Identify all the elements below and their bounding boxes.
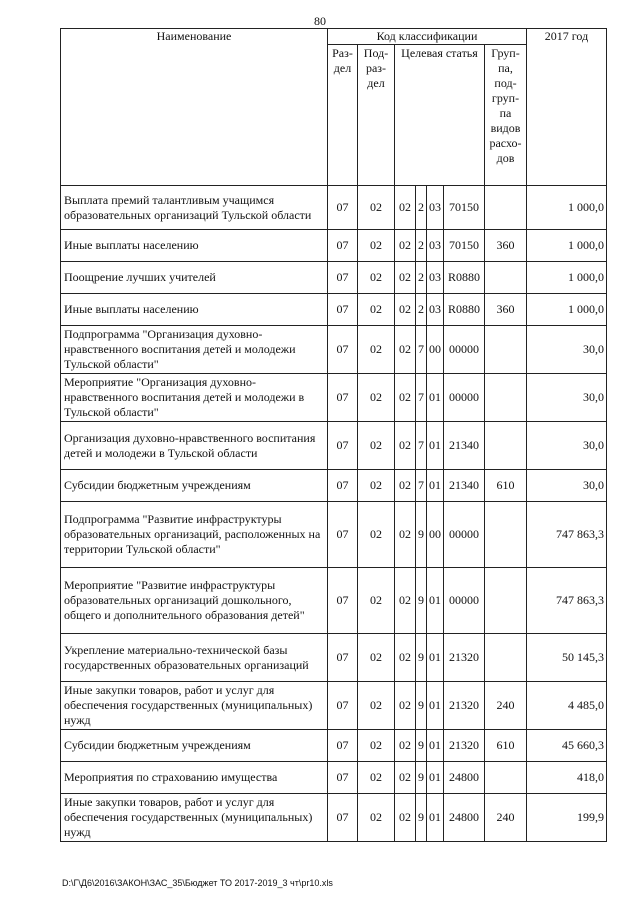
table-row bbox=[61, 730, 607, 762]
target-subprogram-cell: 9 bbox=[416, 794, 427, 842]
table-row bbox=[61, 502, 607, 568]
row-name: Мероприятия по страхованию имущества bbox=[61, 762, 328, 794]
header-year: 2017 год bbox=[527, 29, 607, 186]
target-direction-cell: 21320 bbox=[444, 682, 485, 730]
razdel-cell: 07 bbox=[328, 294, 358, 326]
podrazdel-cell: 02 bbox=[358, 568, 395, 634]
amount-cell: 747 863,3 bbox=[527, 568, 607, 634]
target-program-cell: 02 bbox=[395, 374, 416, 422]
target-direction-cell: 70150 bbox=[444, 230, 485, 262]
table-body bbox=[61, 186, 607, 842]
row-name: Организация духовно-нравственного воспитания детей и молодежи в Тульской области bbox=[61, 422, 328, 470]
amount-cell: 1 000,0 bbox=[527, 262, 607, 294]
table-row bbox=[61, 422, 607, 470]
amount-cell: 747 863,3 bbox=[527, 502, 607, 568]
table-row bbox=[61, 262, 607, 294]
row-name: Иные выплаты населению bbox=[61, 230, 328, 262]
row-name: Иные закупки товаров, работ и услуг для обеспечения государственных (муниципальных) нужд bbox=[61, 682, 328, 730]
target-event-cell: 01 bbox=[427, 682, 444, 730]
podrazdel-cell: 02 bbox=[358, 186, 395, 230]
amount-cell: 1 000,0 bbox=[527, 294, 607, 326]
group-cell bbox=[485, 262, 527, 294]
table-row bbox=[61, 326, 607, 374]
razdel-cell: 07 bbox=[328, 568, 358, 634]
row-name: Укрепление материально-технической базы государственных образовательных организаций bbox=[61, 634, 328, 682]
target-direction-cell: 00000 bbox=[444, 374, 485, 422]
header-razdel: Раз- дел bbox=[328, 45, 358, 186]
target-event-cell: 01 bbox=[427, 794, 444, 842]
target-event-cell: 01 bbox=[427, 568, 444, 634]
target-program-cell: 02 bbox=[395, 186, 416, 230]
target-program-cell: 02 bbox=[395, 470, 416, 502]
target-program-cell: 02 bbox=[395, 730, 416, 762]
page-number: 80 bbox=[314, 14, 326, 28]
table-row bbox=[61, 186, 607, 230]
target-subprogram-cell: 9 bbox=[416, 762, 427, 794]
target-direction-cell: 24800 bbox=[444, 762, 485, 794]
header-code: Код классификации bbox=[328, 29, 527, 45]
target-event-cell: 03 bbox=[427, 262, 444, 294]
target-program-cell: 02 bbox=[395, 294, 416, 326]
target-direction-cell: 00000 bbox=[444, 502, 485, 568]
row-name: Субсидии бюджетным учреждениям bbox=[61, 470, 328, 502]
razdel-cell: 07 bbox=[328, 730, 358, 762]
group-cell bbox=[485, 634, 527, 682]
group-cell: 240 bbox=[485, 794, 527, 842]
amount-cell: 1 000,0 bbox=[527, 230, 607, 262]
podrazdel-cell: 02 bbox=[358, 422, 395, 470]
row-name: Мероприятие "Организация духовно-нравственного воспитания детей и молодежи в Тульской области" bbox=[61, 374, 328, 422]
target-program-cell: 02 bbox=[395, 682, 416, 730]
target-subprogram-cell: 7 bbox=[416, 326, 427, 374]
target-subprogram-cell: 9 bbox=[416, 730, 427, 762]
target-direction-cell: 21340 bbox=[444, 422, 485, 470]
target-program-cell: 02 bbox=[395, 502, 416, 568]
target-direction-cell: 21320 bbox=[444, 634, 485, 682]
table-row bbox=[61, 568, 607, 634]
target-event-cell: 00 bbox=[427, 502, 444, 568]
amount-cell: 50 145,3 bbox=[527, 634, 607, 682]
header-podrazdel: Под- раз- дел bbox=[358, 45, 395, 186]
target-program-cell: 02 bbox=[395, 634, 416, 682]
target-event-cell: 01 bbox=[427, 422, 444, 470]
podrazdel-cell: 02 bbox=[358, 682, 395, 730]
group-cell bbox=[485, 374, 527, 422]
table-row bbox=[61, 230, 607, 262]
target-event-cell: 03 bbox=[427, 230, 444, 262]
target-program-cell: 02 bbox=[395, 762, 416, 794]
row-name: Выплата премий талантливым учащимся образовательных организаций Тульской области bbox=[61, 186, 328, 230]
amount-cell: 30,0 bbox=[527, 326, 607, 374]
target-event-cell: 01 bbox=[427, 470, 444, 502]
target-subprogram-cell: 7 bbox=[416, 422, 427, 470]
row-name: Поощрение лучших учителей bbox=[61, 262, 328, 294]
group-cell bbox=[485, 422, 527, 470]
target-subprogram-cell: 9 bbox=[416, 634, 427, 682]
header-group: Груп- па, под- груп- па видов расхо- дов bbox=[485, 45, 527, 186]
razdel-cell: 07 bbox=[328, 374, 358, 422]
target-subprogram-cell: 9 bbox=[416, 502, 427, 568]
footer-file-path: D:\Г\Д6\2016\ЗАКОН\ЗАС_35\Бюджет ТО 2017-2019_3 чт\pr10.xls bbox=[62, 878, 333, 888]
group-cell: 360 bbox=[485, 294, 527, 326]
target-event-cell: 01 bbox=[427, 634, 444, 682]
podrazdel-cell: 02 bbox=[358, 294, 395, 326]
podrazdel-cell: 02 bbox=[358, 502, 395, 568]
amount-cell: 45 660,3 bbox=[527, 730, 607, 762]
amount-cell: 1 000,0 bbox=[527, 186, 607, 230]
target-event-cell: 01 bbox=[427, 762, 444, 794]
podrazdel-cell: 02 bbox=[358, 326, 395, 374]
target-event-cell: 03 bbox=[427, 294, 444, 326]
podrazdel-cell: 02 bbox=[358, 730, 395, 762]
row-name: Иные выплаты населению bbox=[61, 294, 328, 326]
group-cell bbox=[485, 186, 527, 230]
target-direction-cell: R0880 bbox=[444, 262, 485, 294]
podrazdel-cell: 02 bbox=[358, 794, 395, 842]
group-cell: 360 bbox=[485, 230, 527, 262]
razdel-cell: 07 bbox=[328, 634, 358, 682]
row-name: Субсидии бюджетным учреждениям bbox=[61, 730, 328, 762]
razdel-cell: 07 bbox=[328, 262, 358, 294]
target-direction-cell: 00000 bbox=[444, 326, 485, 374]
amount-cell: 4 485,0 bbox=[527, 682, 607, 730]
amount-cell: 30,0 bbox=[527, 422, 607, 470]
table-row bbox=[61, 794, 607, 842]
amount-cell: 418,0 bbox=[527, 762, 607, 794]
razdel-cell: 07 bbox=[328, 502, 358, 568]
target-direction-cell: 00000 bbox=[444, 568, 485, 634]
target-subprogram-cell: 9 bbox=[416, 682, 427, 730]
razdel-cell: 07 bbox=[328, 794, 358, 842]
table-row bbox=[61, 682, 607, 730]
target-event-cell: 01 bbox=[427, 730, 444, 762]
amount-cell: 30,0 bbox=[527, 374, 607, 422]
row-name: Подпрограмма "Организация духовно-нравственного воспитания детей и молодежи Тульской области" bbox=[61, 326, 328, 374]
target-program-cell: 02 bbox=[395, 262, 416, 294]
razdel-cell: 07 bbox=[328, 186, 358, 230]
target-event-cell: 00 bbox=[427, 326, 444, 374]
podrazdel-cell: 02 bbox=[358, 374, 395, 422]
razdel-cell: 07 bbox=[328, 762, 358, 794]
target-subprogram-cell: 2 bbox=[416, 186, 427, 230]
razdel-cell: 07 bbox=[328, 422, 358, 470]
group-cell: 240 bbox=[485, 682, 527, 730]
row-name: Мероприятие "Развитие инфраструктуры образовательных организаций дошкольного, общего и дополнительного образования детей" bbox=[61, 568, 328, 634]
target-program-cell: 02 bbox=[395, 422, 416, 470]
target-direction-cell: 70150 bbox=[444, 186, 485, 230]
header-name: Наименование bbox=[61, 29, 328, 186]
target-event-cell: 03 bbox=[427, 186, 444, 230]
target-program-cell: 02 bbox=[395, 568, 416, 634]
target-direction-cell: 24800 bbox=[444, 794, 485, 842]
group-cell bbox=[485, 502, 527, 568]
target-direction-cell: 21340 bbox=[444, 470, 485, 502]
target-subprogram-cell: 2 bbox=[416, 230, 427, 262]
target-subprogram-cell: 7 bbox=[416, 374, 427, 422]
podrazdel-cell: 02 bbox=[358, 230, 395, 262]
podrazdel-cell: 02 bbox=[358, 634, 395, 682]
razdel-cell: 07 bbox=[328, 682, 358, 730]
target-subprogram-cell: 9 bbox=[416, 568, 427, 634]
row-name: Подпрограмма "Развитие инфраструктуры образовательных организаций, расположенных на территории Тульской области" bbox=[61, 502, 328, 568]
amount-cell: 30,0 bbox=[527, 470, 607, 502]
group-cell bbox=[485, 568, 527, 634]
target-program-cell: 02 bbox=[395, 230, 416, 262]
table-row bbox=[61, 294, 607, 326]
target-direction-cell: 21320 bbox=[444, 730, 485, 762]
razdel-cell: 07 bbox=[328, 470, 358, 502]
podrazdel-cell: 02 bbox=[358, 262, 395, 294]
row-name: Иные закупки товаров, работ и услуг для обеспечения государственных (муниципальных) нужд bbox=[61, 794, 328, 842]
razdel-cell: 07 bbox=[328, 230, 358, 262]
target-program-cell: 02 bbox=[395, 794, 416, 842]
target-subprogram-cell: 2 bbox=[416, 294, 427, 326]
group-cell bbox=[485, 762, 527, 794]
amount-cell: 199,9 bbox=[527, 794, 607, 842]
header-target-article: Целевая статья bbox=[395, 45, 485, 186]
target-event-cell: 01 bbox=[427, 374, 444, 422]
group-cell: 610 bbox=[485, 730, 527, 762]
table-row bbox=[61, 374, 607, 422]
target-program-cell: 02 bbox=[395, 326, 416, 374]
target-subprogram-cell: 2 bbox=[416, 262, 427, 294]
podrazdel-cell: 02 bbox=[358, 762, 395, 794]
group-cell bbox=[485, 326, 527, 374]
razdel-cell: 07 bbox=[328, 326, 358, 374]
group-cell: 610 bbox=[485, 470, 527, 502]
table-row bbox=[61, 470, 607, 502]
target-subprogram-cell: 7 bbox=[416, 470, 427, 502]
budget-table bbox=[60, 28, 607, 842]
table-row bbox=[61, 762, 607, 794]
podrazdel-cell: 02 bbox=[358, 470, 395, 502]
table-row bbox=[61, 634, 607, 682]
target-direction-cell: R0880 bbox=[444, 294, 485, 326]
